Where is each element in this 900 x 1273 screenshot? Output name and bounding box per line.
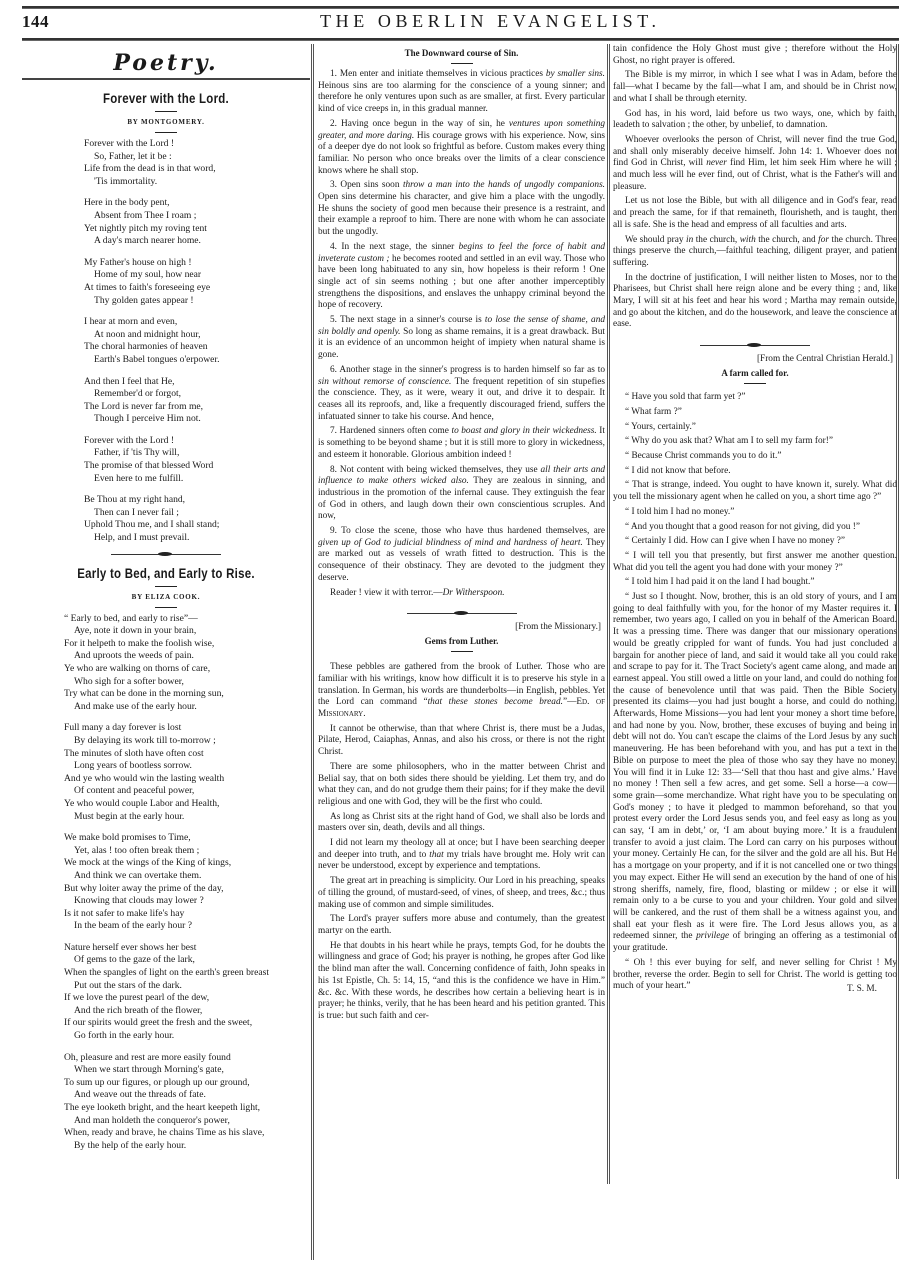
poem-line: And uproots the weeds of pain. bbox=[74, 650, 194, 662]
text-run: “ What farm ?” bbox=[625, 406, 682, 417]
text-run: 2. Having once begun in the way of sin, he bbox=[330, 118, 509, 129]
top-rule bbox=[22, 6, 899, 9]
text-run: the church. Three things preserve the church,—faithful teaching, diligent prayer, and patient suffering. bbox=[613, 234, 897, 268]
text-run: We should pray bbox=[625, 234, 686, 245]
poem-byline: BY ELIZA COOK. bbox=[131, 592, 201, 601]
paragraph bbox=[318, 180, 605, 239]
text-run: His courage grows with his experience. Now, sins of a deeper dye do not look so frightful as before. Custom makes every thing familiar. No person who once breaks over the limits of a clear conscience knows where he shall stop. bbox=[318, 130, 605, 176]
poem-line: And then I feel that He, bbox=[84, 375, 175, 387]
paragraph bbox=[613, 422, 897, 434]
text-run: 8. Not content with being wicked themselves, they use bbox=[330, 464, 541, 475]
poem-line: And think we can overtake them. bbox=[74, 869, 202, 881]
text-run: As long as Christ sits at the right hand of God, we shall also be lords and masters over sin, death, devils and all things. bbox=[318, 811, 605, 834]
poem-line: The minutes of sloth have often cost bbox=[64, 747, 204, 759]
poem-line: And make use of the early hour. bbox=[74, 700, 197, 712]
poem-line: Life from the dead is in that word, bbox=[84, 163, 216, 175]
poem-line: And man holdeth the conqueror's power, bbox=[74, 1114, 230, 1126]
text-run: find Him, let him seek Him where he will ; and much less will he ever find, out of Christ, what is the Father's will and pleasure. bbox=[613, 158, 897, 192]
poem-line: And weave out the threads of fate. bbox=[74, 1089, 206, 1101]
stanza bbox=[64, 613, 310, 714]
poem-body bbox=[64, 613, 310, 1153]
text-run: In the doctrine of justification, I will neither listen to Moses, nor to the Pharisees, but Christ shall here reign alone and be every thing ; and, like Mary, I will sit at his feet and hear his word ; Martha may remain outside, and go about the kitchen, and do the housework, and leave the conscience at ease. bbox=[613, 272, 897, 330]
text-run: “ I did not know that before. bbox=[625, 465, 731, 476]
paragraph bbox=[613, 44, 897, 67]
section-title: Poetry. bbox=[113, 50, 219, 76]
poem-line: 'Tis immortality. bbox=[94, 175, 158, 187]
text-run: “ I will tell you that presently, but first answer me another question. What did you tell the agent you had done with your money ?” bbox=[613, 550, 897, 573]
text-run: that bbox=[429, 849, 444, 860]
poem-line: Full many a day forever is lost bbox=[64, 722, 182, 734]
paragraph bbox=[613, 451, 897, 463]
article-body bbox=[318, 69, 605, 599]
column-articles-middle bbox=[318, 44, 605, 1269]
masthead-title: THE OBERLIN EVANGELIST. bbox=[320, 11, 661, 31]
stanza bbox=[84, 316, 310, 366]
paragraph bbox=[613, 235, 897, 270]
stanza bbox=[84, 435, 310, 485]
text-run: It cannot be otherwise, than that where Christ is, there must be a Judas, Pilate, Herod, Caiaphas, Annas, and also his cross, or there is not the right Christ. bbox=[318, 723, 605, 758]
poem-line: If we love the purest pearl of the dew, bbox=[64, 992, 210, 1004]
poem-line: In the beam of the early hour ? bbox=[74, 920, 193, 932]
divider bbox=[451, 63, 473, 64]
text-run: ”— bbox=[562, 697, 577, 708]
article-body-continued bbox=[613, 44, 897, 331]
poem-line: Father, if 'tis Thy will, bbox=[94, 447, 180, 459]
paragraph bbox=[318, 724, 605, 759]
text-run: Let us not lose the Bible, but with all diligence and in God's fear, read and preach the same, for if that remaineth, flourisheth, and is taught, then all is safe. She is the head and empress of all faculties and arts. bbox=[613, 196, 897, 230]
stanza bbox=[64, 832, 310, 933]
poem-byline: BY MONTGOMERY. bbox=[127, 118, 205, 126]
article-body bbox=[613, 392, 897, 993]
article-body bbox=[318, 662, 605, 1022]
poem-line: Uphold Thou me, and I shall stand; bbox=[84, 519, 220, 531]
divider bbox=[744, 383, 766, 384]
poem-line: Is it not safer to make life's hay bbox=[64, 907, 185, 919]
stanza bbox=[84, 376, 310, 426]
text-run: “ That is strange, indeed. You ought to have known it, surely. What did you tell the missionary agent when he called on you, a short time ago ?” bbox=[613, 480, 897, 503]
text-run: “ I told him I had paid it on the land I had bought.” bbox=[625, 577, 815, 588]
text-run: to lose the sense of shame, and sin boldly and openly. bbox=[318, 315, 605, 337]
paragraph bbox=[318, 762, 605, 809]
paragraph bbox=[318, 69, 605, 116]
text-run: 9. To close the scene, those who have thus hardened themselves, are bbox=[330, 526, 605, 537]
text-run: God has, in his word, laid before us two ways, one, which by faith, leadeth to salvation ; the other, by unbelief, to damnation. bbox=[613, 108, 897, 131]
poem-line: Yet nightly pitch my roving tent bbox=[84, 222, 207, 234]
stanza bbox=[64, 1052, 310, 1153]
text-run: “ Oh ! this ever buying for self, and never selling for Christ ! My brother, reverse the order. Begin to sell for Christ. The world is getting too much of your heart.” bbox=[613, 957, 897, 992]
divider bbox=[155, 586, 177, 587]
paragraph bbox=[613, 70, 897, 105]
text-run: that these stones become bread. bbox=[427, 697, 563, 708]
poem-line: Forever with the Lord ! bbox=[84, 434, 175, 446]
poem-line: Long years of bootless sorrow. bbox=[74, 760, 192, 772]
divider bbox=[155, 111, 177, 112]
poem-line: If our spirits would greet the fresh and the sweet, bbox=[64, 1017, 253, 1029]
text-run: Whoever overlooks the person of Christ, will never find the true God, and shall only miserably deceive himself. John 14: 1. Whoever does not find God in Christ, will bbox=[613, 134, 897, 169]
poem-line: Go forth in the early hour. bbox=[74, 1030, 175, 1042]
poem-line: When we start through Morning's gate, bbox=[74, 1064, 224, 1076]
text-run: Dr Witherspoon. bbox=[442, 587, 505, 598]
paragraph bbox=[318, 242, 605, 312]
paragraph bbox=[318, 365, 605, 424]
divider bbox=[451, 651, 473, 652]
text-run: The Lord's prayer suffers more abuse and contumely, than the greatest martyr on the earth. bbox=[318, 914, 605, 936]
article-title: Gems from Luther. bbox=[424, 636, 499, 647]
section-rule bbox=[22, 78, 310, 80]
text-run: “ Have you sold that farm yet ?” bbox=[625, 392, 746, 403]
stanza bbox=[64, 722, 310, 823]
paragraph bbox=[613, 592, 897, 955]
poem-line: We make bold promises to Time, bbox=[64, 832, 191, 844]
poem-line: Here in the body pent, bbox=[84, 197, 170, 209]
text-run: the church, and bbox=[755, 234, 819, 245]
text-run: “ And you thought that a good reason for not giving, did you !” bbox=[625, 521, 860, 532]
poem-line: The choral harmonies of heaven bbox=[84, 341, 208, 353]
text-run: in bbox=[685, 234, 694, 245]
poem-line: My Father's house on high ! bbox=[84, 256, 192, 268]
article-source: [From the Missionary.] bbox=[515, 622, 601, 633]
text-run: Ed. of Missionary. bbox=[318, 697, 605, 720]
poem-line: And the rich breath of the flower, bbox=[74, 1004, 203, 1016]
article-source: [From the Central Christian Herald.] bbox=[756, 354, 893, 365]
column-poetry bbox=[22, 44, 310, 1269]
poem-line: Knowing that clouds may lower ? bbox=[74, 895, 204, 907]
column-articles-right bbox=[613, 44, 897, 1269]
divider bbox=[155, 607, 177, 608]
poem-line: By delaying its work till to-morrow ; bbox=[74, 734, 216, 746]
text-run: 6. Another stage in the sinner's progress is to harden himself so far as to bbox=[330, 364, 605, 375]
poem-line: For it helpeth to make the foolish wise, bbox=[64, 637, 215, 649]
text-run: for bbox=[818, 234, 829, 245]
text-run: ventures upon something greater, and more daring. bbox=[318, 118, 605, 141]
text-run: I did not learn my theology all at once; but I have been searching deeper and deeper into truth, and to bbox=[318, 838, 605, 860]
text-run: privilege bbox=[696, 931, 730, 942]
poem-line: Absent from Thee I roam ; bbox=[94, 209, 197, 221]
article-title: A farm called for. bbox=[721, 368, 789, 379]
paragraph bbox=[318, 812, 605, 835]
stanza bbox=[84, 494, 310, 544]
poem-line: A day's march nearer home. bbox=[94, 235, 201, 247]
poem-line: Must begin at the early hour. bbox=[74, 810, 185, 822]
text-run: They are zealous in sinning, and industrious in the promotion of the infernal cause. They extinguish the fear of God in others, and laugh down their own conscientious scruples. And now, bbox=[318, 476, 605, 522]
text-run: throw a man into the hands of ungodly companions. bbox=[402, 180, 605, 191]
paragraph bbox=[613, 466, 897, 478]
paragraph bbox=[318, 941, 605, 1023]
paragraph bbox=[613, 522, 897, 534]
text-run: 3. Open sins soon bbox=[330, 180, 403, 191]
signature: T. S. M. bbox=[846, 984, 877, 995]
text-run: 7. Hardened sinners often come bbox=[330, 426, 452, 437]
poem-line: Put out the stars of the dark. bbox=[74, 979, 182, 991]
paragraph bbox=[318, 662, 605, 721]
text-run: 4. In the next stage, the sinner bbox=[330, 241, 459, 252]
text-run: It is something to be beyond shame ; but it is still more to glory in wickedness, and esteem it honorable. Glorious ambition indeed ! bbox=[318, 426, 605, 460]
poem-line: The promise of that blessed Word bbox=[84, 460, 214, 472]
page-number: 144 bbox=[22, 12, 49, 31]
poem-line: Home of my soul, how near bbox=[94, 269, 202, 281]
poem-title: Forever with the Lord. bbox=[103, 90, 229, 106]
poem-line: At times to faith's foreseeing eye bbox=[84, 281, 211, 293]
paragraph bbox=[613, 392, 897, 404]
poem-line: By the help of the early hour. bbox=[74, 1139, 187, 1151]
text-run: So long as shame remains, it is a great drawback. But it is an evidence of an uncommon height of impiety when natural shame is gone. bbox=[318, 326, 605, 361]
text-run: These pebbles are gathered from the brook of Luther. Those who are familiar with his writings, know how difficult it is to preserve his style in a translation. In German, his words are thunderbolts—in English, pebbles. Yet the Lord can command “ bbox=[318, 662, 605, 708]
poem-line: Try what can be done in the morning sun, bbox=[64, 688, 224, 700]
poem-line: So, Father, let it be : bbox=[94, 150, 172, 162]
text-run: tain confidence the Holy Ghost must give ; therefore without the Holy Ghost, no right prayer is offered. bbox=[613, 44, 897, 66]
paragraph bbox=[613, 577, 897, 589]
divider bbox=[155, 132, 177, 133]
poem-line: Remember'd or forgot, bbox=[94, 388, 182, 400]
text-run: to boast and glory in their wickedness. bbox=[451, 426, 597, 437]
poem-line: Earth's Babel tongues o'erpower. bbox=[94, 353, 220, 365]
text-run: The frequent repetition of sin stupefies the conscience. They, as it were, weary it out, and drive it to despair. It ceases all its reproofs, and, like a frequently discouraged friend, suffers the infatuated sinner to take his course. And hence, bbox=[318, 376, 605, 422]
text-run: There are some philosophers, who in the matter between Christ and Belial say, that on both sides there should be yielding. Let them try, and do what they can, and do not grudge them their pains; for if they make the devil religious and one with God, they will be the first who could. bbox=[318, 761, 605, 807]
text-run: the church, bbox=[693, 234, 740, 245]
poem-line: Ye who would couple Labor and Health, bbox=[64, 797, 220, 809]
poem-line: When, ready and brave, he chains Time as his slave, bbox=[64, 1127, 265, 1139]
poem-line: Even here to me fulfill. bbox=[94, 472, 184, 484]
ornament-divider bbox=[700, 345, 810, 346]
paragraph bbox=[318, 914, 605, 937]
poem-line: Forever with the Lord ! bbox=[84, 138, 175, 149]
paragraph bbox=[318, 465, 605, 524]
paragraph bbox=[613, 536, 897, 548]
paragraph bbox=[318, 119, 605, 178]
text-run: He that doubts in his heart while he prays, tempts God, for he doubts the willingness and grace of God; his prayer is nothing, he gropes after God like the blind man after the wall. Concerning confidence of faith, John speaks in his 1st Epistle, Ch. 5: 14, 15, “and this is the confidence we have in Him.” &c. &c. With these words, he describes how certain a believing heart is in prayer; he thinks, verily, that he has been heard and his petition granted. This is true: but such faith and cer- bbox=[318, 940, 605, 1021]
text-run: Heinous sins are too alarming for the conscience of a young sinner; and therefore he only ventures upon such as are smaller, at first. Every particular kind of vice creeps in, in this gradual manner. bbox=[318, 80, 605, 115]
masthead-rule bbox=[22, 38, 899, 41]
text-run: begins to feel the force of habit and inveterate custom ; bbox=[318, 241, 605, 264]
poem-line: The Lord is never far from me, bbox=[84, 400, 204, 412]
text-run: “ Just so I thought. Now, brother, this is an old story of yours, and I am going to deal faithfully with you, for the honor of my Master requires it. I remember, two years ago, I called on you in behalf of the American Board. It was a pressing time. There was danger that our missionary operations would be greatly crippled for want of funds. You had just concluded a bargain for another piece of land, and said it would take all you could rake and scrape to pay for it. The Tract Society's agent came along, and made an earnest appeal. You still owed a little on your land, and could do nothing for the cause of benevolence until that was paid. Then the Bible Society presented its claims—you had just bought a horse, and could do nothing. Afterwards, Home Missions—you had lent your money a short time before, and had none by you. Now, brother, these excuses of buying and being in debt will not do. You can't escape the claims of the Lord Jesus by any such maneuvering. He has been beforehand with you, and has put a text in the Bible on purpose to meet the plea of those who say they have no money. You will find it in Luke 12: 33—‘Sell that thou hast and give alms.’ Have no money ! Then sell a few acres, and get some. Sell a horse—a cow—some grain—some merchandize. What right have you to be speculating on God's money ; to have it pledged to mammon beforehand, so that you protest every order the Lord Jesus sends you, and feel easy as long as you can say, ‘I am in debt,’ or, ‘I am about buying more.’ It is a fraudulent transfer to avoid a just claim. The Lord can carry on his purposes without your money. Certainly He can, for the silver and the gold are all his. But He has a mortgage on your property, and if it is not cancelled one or two things you may expect. Either He will send an execution by the hand of one of his strong sheriffs, namely, fire, flood, blasting or mildew ; or else it will remain only to a be curse to you and your children. Your gold and silver will be cankered, and the rust of them shall be a witness against you, and shall eat your flesh as it were fire. The Lord Jesus allows you, as a redeemed sinner, the bbox=[613, 592, 897, 942]
text-run: with bbox=[739, 234, 756, 245]
poem-line: Though I perceive Him not. bbox=[94, 413, 201, 425]
text-run: They are marked out as vessels of wrath fitted to destruction. This is the consequence of their obstinacy. They are devoted to the judgment they deserve. bbox=[318, 537, 605, 583]
poem-line: We mock at the wings of the King of kings, bbox=[64, 857, 232, 869]
paragraph bbox=[613, 135, 897, 194]
paragraph bbox=[318, 876, 605, 911]
poem-line: Help, and I must prevail. bbox=[94, 532, 190, 544]
poem-title: Early to Bed, and Early to Rise. bbox=[77, 564, 255, 581]
paragraph bbox=[318, 526, 605, 585]
text-run: given up of God to judicial blindness of mind and hardness of heart. bbox=[318, 537, 583, 548]
poem-body bbox=[84, 138, 310, 545]
paragraph bbox=[318, 315, 605, 362]
text-run: “ Because Christ commands you to do it.” bbox=[625, 450, 782, 461]
column-divider-2 bbox=[607, 44, 610, 1184]
paragraph bbox=[318, 426, 605, 461]
paragraph bbox=[613, 507, 897, 519]
text-run: my trials have brought me. Holy writ can never be understood, except by experience and temptations. bbox=[318, 849, 605, 872]
paragraph bbox=[613, 196, 897, 231]
poem-line: To sum up our figures, or plough up our ground, bbox=[64, 1076, 250, 1088]
poem-line: And ye who would win the lasting wealth bbox=[64, 772, 225, 784]
poem-line: Ye who are walking on thorns of care, bbox=[64, 663, 211, 674]
text-run: of bringing an offering as a testimonial of your gratitude. bbox=[613, 931, 897, 954]
text-run: The Bible is my mirror, in which I see what I was in Adam, before the fall—what I became by the fall—what I am, and should be in Christ now, and what I shall be through eternity. bbox=[613, 70, 897, 104]
text-run: 5. The next stage in a sinner's course is bbox=[330, 315, 485, 326]
text-run: Reader ! view it with terror.— bbox=[330, 587, 443, 598]
column-divider-1 bbox=[311, 44, 314, 1260]
poem-line: The eye looketh bright, and the heart keepeth light, bbox=[64, 1102, 261, 1113]
paragraph bbox=[613, 436, 897, 448]
text-run: Open sins determine his character, and give him a place with the ungodly. He shuns the society of good men because their presence is a restraint, and their example a reproof to him. There are none with whom he can associate but the ungodly. bbox=[318, 192, 605, 238]
paragraph bbox=[318, 838, 605, 873]
poem-line: Who sigh for a softer bower, bbox=[74, 675, 184, 687]
poem-line: “ Early to bed, and early to rise”— bbox=[64, 612, 198, 624]
ornament-divider bbox=[111, 554, 221, 555]
poem-line: I hear at morn and even, bbox=[84, 316, 178, 328]
poem-line: Aye, note it down in your brain, bbox=[74, 625, 197, 637]
text-run: sin without remorse of conscience. bbox=[318, 376, 452, 387]
text-run: “ I told him I had no money.” bbox=[625, 506, 735, 517]
text-run: 1. Men enter and initiate themselves in vicious practices bbox=[330, 69, 546, 79]
poem-line: Oh, pleasure and rest are more easily found bbox=[64, 1051, 231, 1063]
text-run: “ Certainly I did. How can I give when I have no money ?” bbox=[625, 536, 845, 547]
poem-line: Yet, alas ! too often break them ; bbox=[74, 844, 200, 856]
ornament-divider bbox=[407, 613, 517, 614]
paragraph bbox=[613, 273, 897, 332]
paragraph bbox=[613, 480, 897, 503]
stanza bbox=[64, 942, 310, 1043]
paragraph bbox=[318, 588, 605, 600]
text-run: The great art in preaching is simplicity. Our Lord in his preaching, speaks of tilling the ground, of mustard-seed, of vines, of sheep, and trees, &c.; thus making use of common and simple similitudes. bbox=[318, 876, 605, 910]
paragraph bbox=[613, 551, 897, 574]
poem-line: At noon and midnight hour, bbox=[94, 328, 201, 340]
text-run: “ Why do you ask that? What am I to sell my farm for!” bbox=[625, 436, 833, 447]
text-run: by smaller sins. bbox=[545, 69, 605, 79]
poem-line: Then can I never fail ; bbox=[94, 506, 179, 518]
paragraph bbox=[613, 109, 897, 132]
poem-line: Thy golden gates appear ! bbox=[94, 294, 194, 306]
paragraph bbox=[613, 407, 897, 419]
stanza bbox=[84, 257, 310, 307]
text-run: he becomes rooted and settled in an evil way. Those who have been long habituated to any sin, how hopeless is their reform ! One single act of sin seems nothing ; but one after another imperceptibly strengthens the dispositions, and enslaves the unhappy criminal beyond the hope of recovery. bbox=[318, 253, 605, 311]
poem-line: Of content and peaceful power, bbox=[74, 785, 195, 797]
text-run: “ Yours, certainly.” bbox=[625, 421, 696, 432]
poem-line: When the spangles of light on the earth's green breast bbox=[64, 967, 269, 979]
stanza bbox=[84, 197, 310, 247]
text-run: all their arts and influence to make others wicked also. bbox=[318, 464, 605, 487]
stanza bbox=[84, 138, 310, 188]
poem-line: Of gems to the gaze of the lark, bbox=[74, 954, 195, 966]
poem-line: But why loiter away the prime of the day, bbox=[64, 882, 224, 894]
article-title: The Downward course of Sin. bbox=[404, 48, 519, 58]
poem-line: Nature herself ever shows her best bbox=[64, 941, 197, 953]
poem-line: Be Thou at my right hand, bbox=[84, 494, 186, 506]
text-run: never bbox=[706, 158, 727, 169]
